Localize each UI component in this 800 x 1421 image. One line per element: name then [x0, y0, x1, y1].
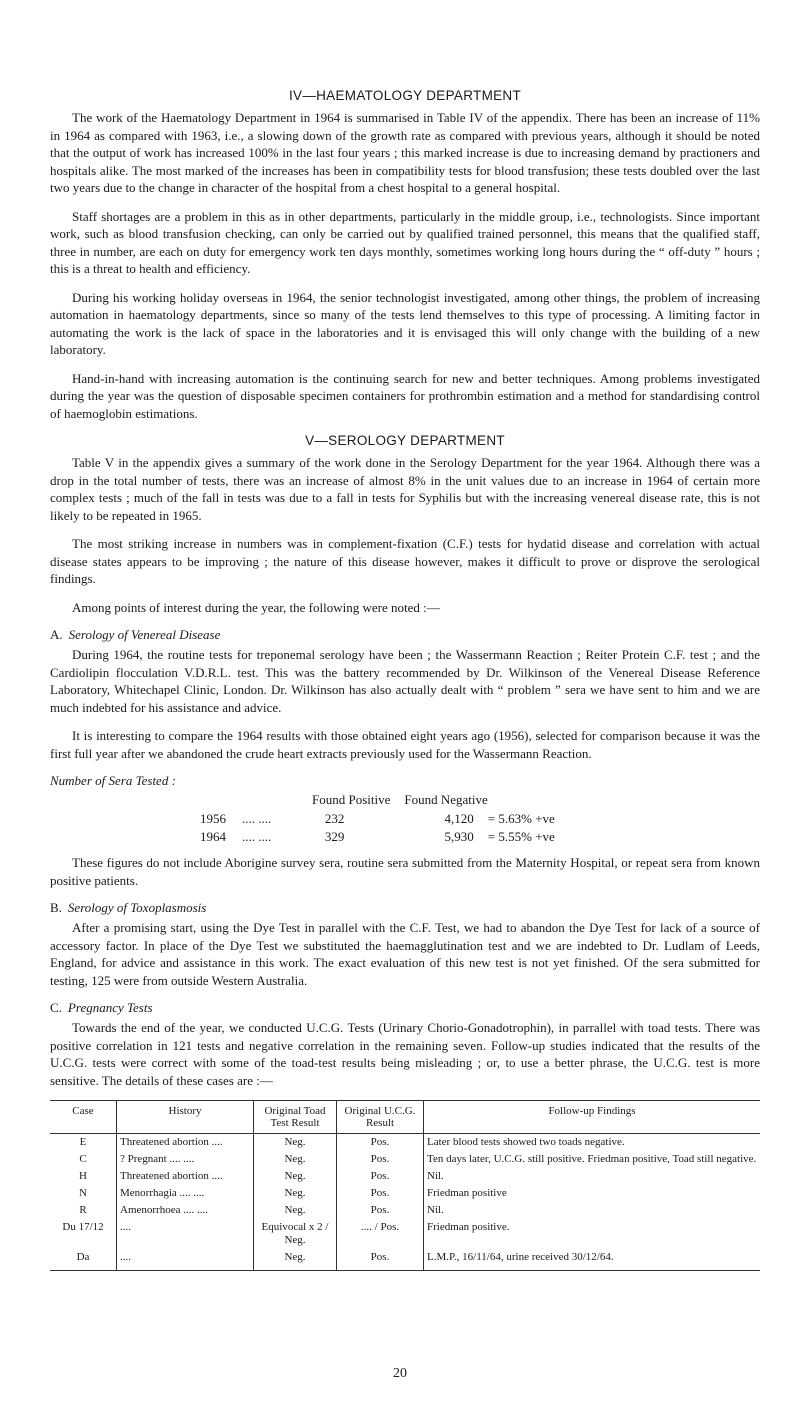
case-cell: C [79, 1153, 87, 1165]
serology-paragraph-2: The most striking increase in numbers was in complement-fixation (C.F.) tests for hydatid disease and correlation with actual disease states appears to be improving ; the nature of this disease however, makes it difficult to prove or disprove the serological findings. [50, 536, 760, 586]
followup-cell: Friedman positive [424, 1185, 761, 1202]
case-cell: H [79, 1170, 87, 1182]
found-positive-header: Found Positive [312, 792, 391, 807]
followup-cell: Ten days later, U.C.G. still positive. Friedman positive, Toad still negative. [424, 1151, 761, 1168]
history-cell: Threatened abortion .... [117, 1168, 254, 1185]
sera-negative: 5,930 [444, 829, 474, 844]
case-header: Case [50, 1101, 117, 1134]
ucg-result-cell: Pos. [337, 1168, 424, 1185]
section-b-letter: B. [50, 900, 62, 915]
followup-cell: Nil. [424, 1202, 761, 1219]
table-row [50, 1134, 760, 1152]
toad-result-cell: Neg. [254, 1249, 337, 1271]
ucg-result-cell: Pos. [337, 1134, 424, 1152]
section-a-paragraph-1: During 1964, the routine tests for treponemal serology have been ; the Wassermann Reaction ; Reiter Protein C.F. test ; and the Cardiolipin flocculation V.D.R.L. test. This was the battery recommended by Dr. Wilkinson of the Venereal Disease Reference Laboratory, Whitechapel Clinic, London. Dr. Wilkinson has also actually dealt with “ problem ” sera we have sent to him and we are much indebted for his assistance and advice. [50, 647, 760, 715]
sera-tested-title: Number of Sera Tested : [50, 773, 176, 788]
history-cell: ? Pregnant .... .... [117, 1151, 254, 1168]
sera-dots: .... .... [242, 829, 272, 844]
table-row [50, 1168, 760, 1185]
section-a-title: Serology of Venereal Disease [68, 627, 221, 642]
table-row [50, 1202, 760, 1219]
sera-percent: = 5.63% +ve [487, 811, 555, 826]
toad-result-header: Original Toad Test Result [254, 1101, 337, 1134]
sera-year: 1964 [200, 829, 226, 844]
section-a-paragraph-3: These figures do not include Aborigine survey sera, routine sera submitted from the Maternity Hospital, or repeat sera from known positive patients. [50, 855, 760, 888]
ucg-result-cell: .... / Pos. [337, 1219, 424, 1249]
sera-positive: 329 [324, 829, 345, 844]
table-row [50, 1249, 760, 1271]
sera-row [200, 828, 555, 846]
section-c-paragraph-1: Towards the end of the year, we conducted U.C.G. Tests (Urinary Chorio-Gonadotrophin), in parrallel with toad tests. There was positive correlation in 121 tests and negative correlation in the remaining seven. Follow-up studies indicated that the results of the U.C.G. tests were correct with some of the toad-test results being misleading ; or, to use a better phrase, the U.C.G. test is more sensitive. The details of these cases are :— [50, 1020, 760, 1088]
history-cell: .... [117, 1249, 254, 1271]
table-row [50, 1219, 760, 1249]
haematology-paragraph-3: During his working holiday overseas in 1964, the senior technologist investigated, among other things, the problem of increasing automation in haematology departments, since so many of the tests lend themselves to this type of processing. A limiting factor in automating the work is the lack of space in the laboratories and it is envisaged this will only change with the building of a new laboratory. [50, 289, 760, 357]
followup-cell: L.M.P., 16/11/64, urine received 30/12/64. [424, 1249, 761, 1271]
ucg-result-cell: Pos. [337, 1202, 424, 1219]
history-cell: Threatened abortion .... [117, 1134, 254, 1152]
followup-cell: Nil. [424, 1168, 761, 1185]
section-a-heading [50, 627, 760, 643]
history-cell: .... [117, 1219, 254, 1249]
ucg-result-cell: Pos. [337, 1185, 424, 1202]
section-a-paragraph-2: It is interesting to compare the 1964 results with those obtained eight years ago (1956), selected for comparison because it was the first full year after we abandoned the crude heart extracts previously used for the Wassermann Reaction. [50, 728, 760, 761]
case-cell: E [79, 1136, 87, 1148]
followup-header: Follow-up Findings [424, 1101, 761, 1134]
haematology-paragraph-4: Hand-in-hand with increasing automation is the continuing search for new and better techniques. Among problems investigated during the year was the question of disposable specimen containers for prothrombin estimation and a method for standardising control of haemoglobin estimations. [50, 370, 760, 421]
ucg-result-header: Original U.C.G. Result [337, 1101, 424, 1134]
pregnancy-cases-table [50, 1100, 760, 1271]
case-cell: Du 17/12 [62, 1221, 104, 1233]
section-b-title: Serology of Toxoplasmosis [67, 900, 207, 915]
serology-heading: V—SEROLOGY DEPARTMENT [305, 433, 505, 448]
history-cell: Menorrhagia .... .... [117, 1185, 254, 1202]
section-c-title: Pregnancy Tests [67, 1000, 153, 1015]
haematology-paragraph-1: The work of the Haematology Department in 1964 is summarised in Table IV of the appendix. There has been an increase of 11% in 1964 as compared with 1963, i.e., a slowing down of the growth rate as compared with previous years, although it should be noted that the output of work has increased 100% in the last four years ; this marked increase is due to increasing demand by practioners and hospitals alike. The most marked of the increases has been in compatibility tests for blood transfusion; these tests doubled over the last two years due to the change in character of the hospital from a chest hospital to a general hospital. [50, 110, 760, 195]
history-header: History [117, 1101, 254, 1134]
followup-cell: Later blood tests showed two toads negative. [424, 1134, 761, 1152]
sera-negative: 4,120 [444, 811, 474, 826]
table-row [50, 1151, 760, 1168]
history-cell: Amenorrhoea .... .... [117, 1202, 254, 1219]
sera-tested-table [200, 792, 555, 846]
ucg-result-cell: Pos. [337, 1151, 424, 1168]
sera-dots: .... .... [242, 811, 272, 826]
serology-paragraph-1: Table V in the appendix gives a summary of the work done in the Serology Department for the year 1964. Although there was a drop in the total number of tests, there was an increase of almost 8% in the unit values due to an increase in 1964 of certain more complex tests ; much of the fall in tests was due to a fall in tests for Syphilis but with the increasing venereal disease rate, this is not likely to be repeated in 1965. [50, 455, 760, 523]
section-a-letter: A. [50, 627, 63, 642]
sera-percent: = 5.55% +ve [487, 829, 555, 844]
found-negative-header: Found Negative [404, 792, 488, 807]
sera-row [200, 810, 555, 828]
section-b-paragraph-1: After a promising start, using the Dye Test in parallel with the C.F. Test, we had to abandon the Dye Test for lack of a source of accessory factor. In place of the Dye Test we substituted the haemagglutination test and we are indebted to Dr. Ludlam of Leeds, England, for advice and assistance in this work. The exact evaluation of this new test is not yet finished. Of the sera submitted for testing, 125 were from outside Western Australia. [50, 920, 760, 988]
case-cell: Da [50, 1249, 117, 1271]
page-number: 20 [393, 1366, 407, 1381]
haematology-heading: IV—HAEMATOLOGY DEPARTMENT [288, 88, 522, 103]
toad-result-cell: Neg. [254, 1168, 337, 1185]
toad-result-cell: Neg. [254, 1185, 337, 1202]
toad-result-cell: Neg. [254, 1202, 337, 1219]
ucg-result-cell: Pos. [337, 1249, 424, 1271]
followup-cell: Friedman positive. [424, 1219, 761, 1249]
toad-result-cell: Equivocal x 2 / Neg. [254, 1219, 337, 1249]
toad-result-cell: Neg. [254, 1134, 337, 1152]
serology-paragraph-3: Among points of interest during the year, the following were noted :— [72, 599, 440, 615]
document-page [50, 88, 760, 1271]
case-cell: N [79, 1187, 87, 1199]
section-c-heading [50, 1000, 760, 1016]
toad-result-cell: Neg. [254, 1151, 337, 1168]
haematology-paragraph-2: Staff shortages are a problem in this as in other departments, particularly in the middle group, i.e., technologists. Since important work, such as blood transfusion checking, can only be carried out by qualified trained personnel, this means that the qualified staff, three in number, are each on duty for emergency work ten days monthly, sometimes working long hours during the “ off-duty ” hours ; this is a threat to health and efficiency. [50, 208, 760, 276]
section-b-heading [50, 900, 760, 916]
case-cell: R [79, 1204, 87, 1216]
sera-year: 1956 [200, 811, 226, 826]
section-c-letter: C. [50, 1000, 62, 1015]
table-row [50, 1185, 760, 1202]
sera-positive: 232 [324, 811, 345, 826]
